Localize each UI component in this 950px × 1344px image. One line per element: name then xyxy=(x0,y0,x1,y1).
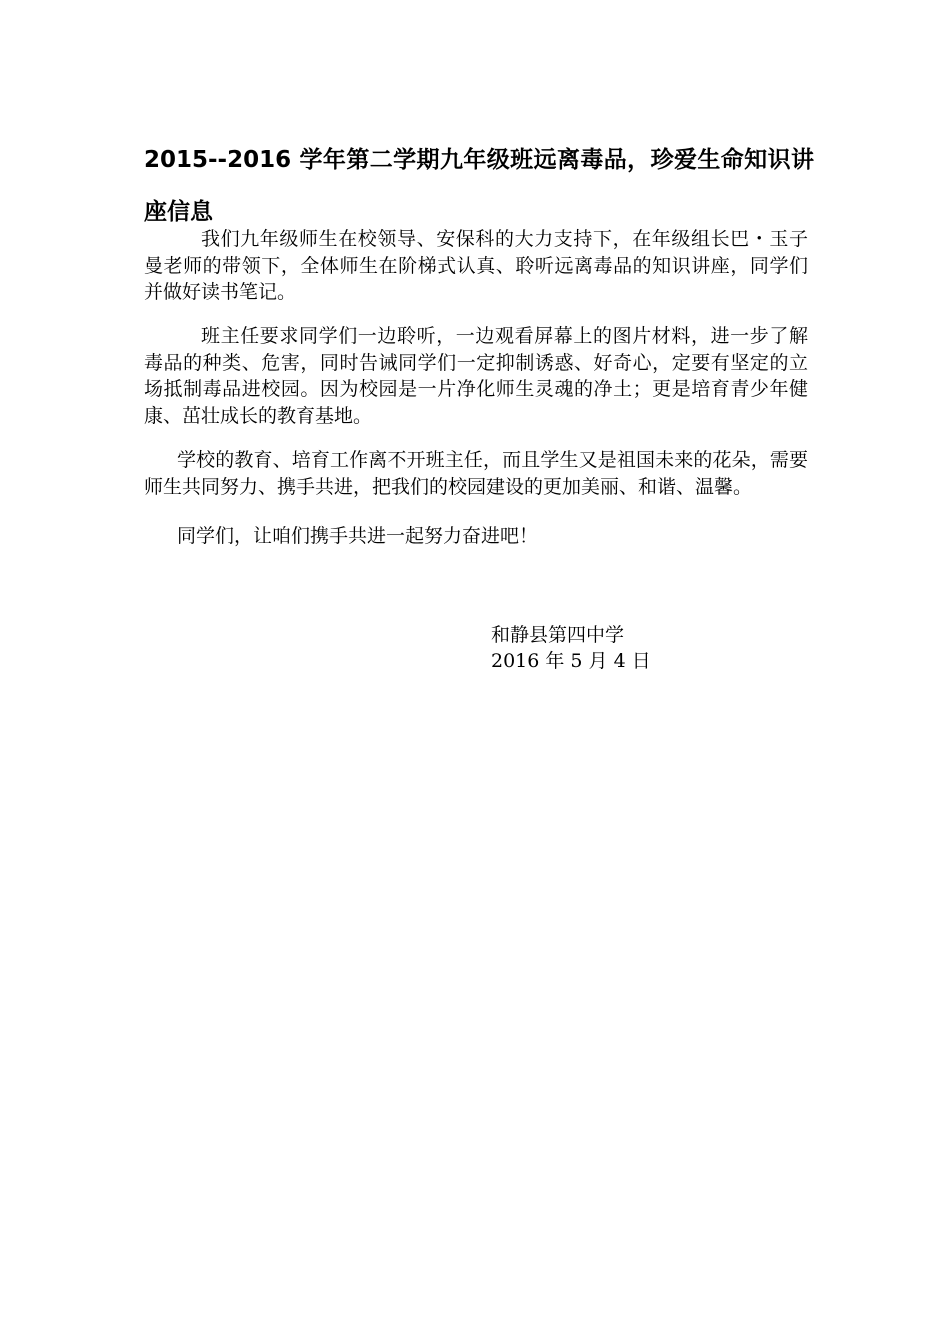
signature-block xyxy=(491,622,791,674)
signature-organization: 和静县第四中学 xyxy=(491,624,625,646)
paragraph-2: 班主任要求同学们一边聆听，一边观看屏幕上的图片材料，进一步了解毒品的种类、危害，同时告诫同学们一定抑制诱惑、好奇心，定要有坚定的立场抵制毒品进校园。因为校园是一片净化师生灵魂的净土；更是培育青少年健康、茁壮成长的教育基地。 xyxy=(144,325,808,427)
paragraph-4: 同学们，让咱们携手共进一起努力奋进吧！ xyxy=(177,525,539,547)
document-title: 2015--2016 学年第二学期九年级班远离毒品，珍爱生命知识讲座信息 xyxy=(144,147,814,225)
paragraph-3: 学校的教育、培育工作离不开班主任，而且学生又是祖国未来的花朵，需要师生共同努力、携手共进，把我们的校园建设的更加美丽、和谐、温馨。 xyxy=(144,449,808,498)
paragraph-1: 我们九年级师生在校领导、安保科的大力支持下，在年级组长巴・玉子曼老师的带领下，全体师生在阶梯式认真、聆听远离毒品的知识讲座，同学们并做好读书笔记。 xyxy=(144,228,808,303)
signature-date: 2016 年 5 月 4 日 xyxy=(491,650,651,672)
